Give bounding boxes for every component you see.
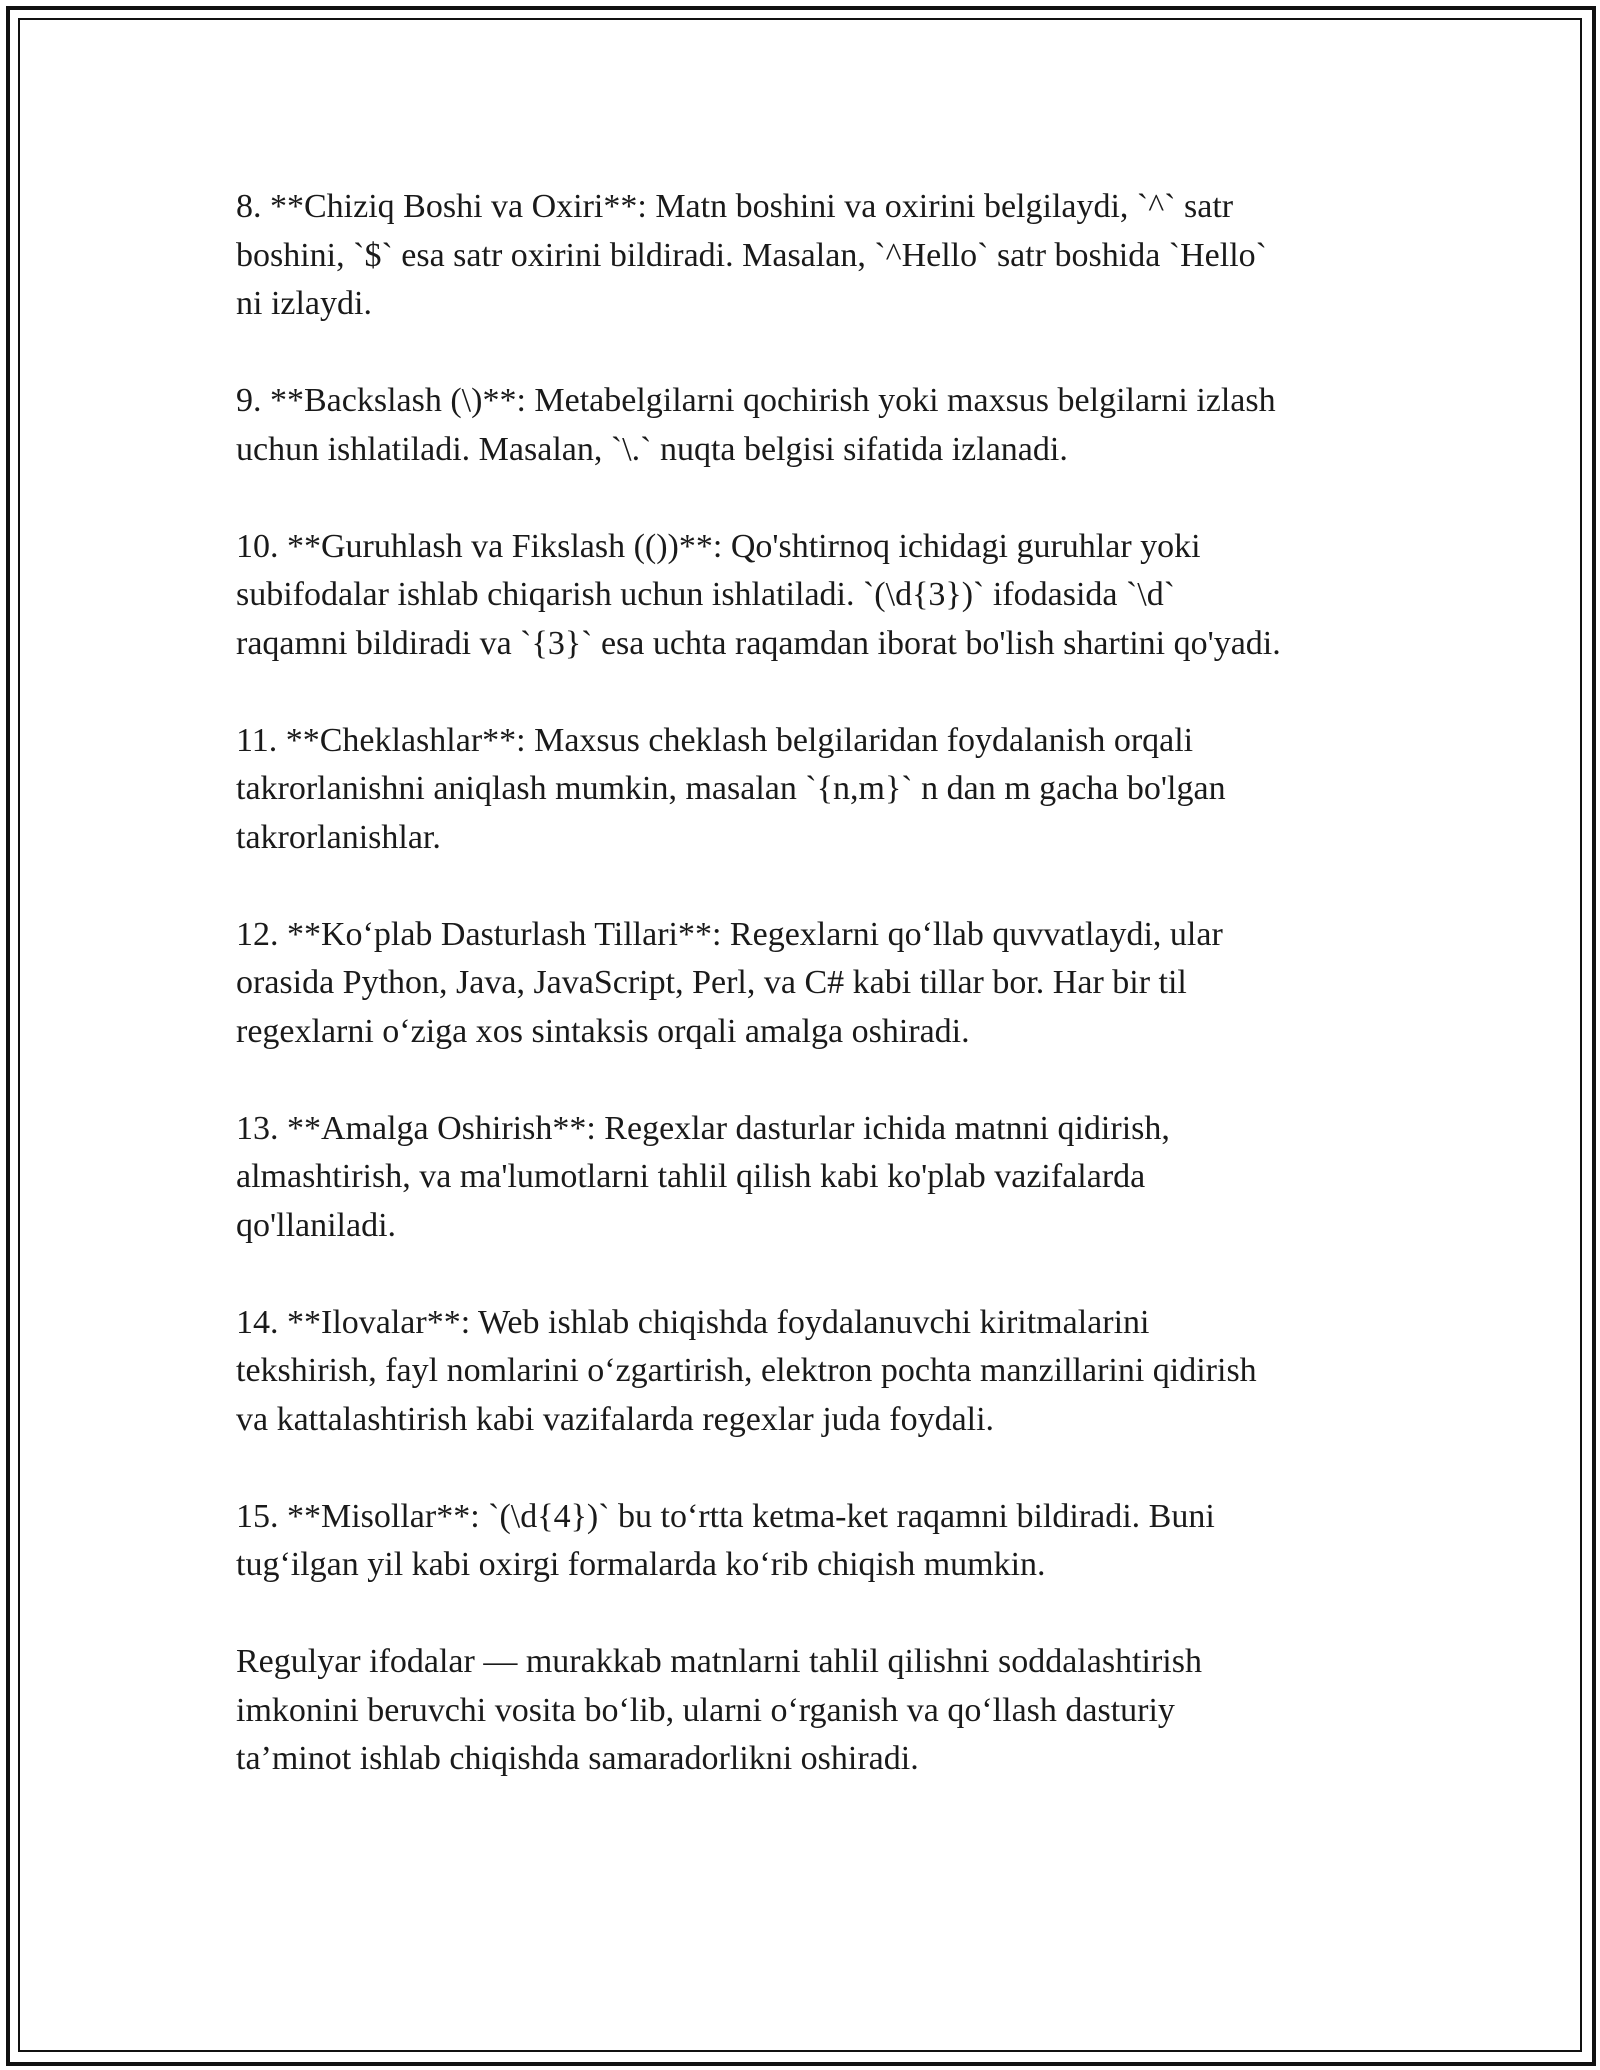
paragraph-line-start-end: 8. **Chiziq Boshi va Oxiri**: Matn boshini va oxirini belgilaydi, `^` satr boshini, `$` esa satr oxirini bildiradi. Masalan, `^Hello` satr boshida `Hello` ni izlaydi. [236,188,1267,322]
document-body [236,183,1406,1832]
paragraph-examples: 15. **Misollar**: `(\d{4})` bu to‘rtta ketma-ket raqamni bildiradi. Buni tug‘ilgan yil kabi oxirgi formalarda ko‘rib chiqish mumkin. [236,1497,1215,1583]
paragraph-quantifiers: 11. **Cheklashlar**: Maxsus cheklash belgilaridan foydalanish orqali takrorlanishni aniqlash mumkin, masalan `{n,m}` n dan m gacha bo'lgan takrorlanishlar. [236,721,1226,856]
paragraph-implementation: 13. **Amalga Oshirish**: Regexlar dasturlar ichida matnni qidirish, almashtirish, va ma'lumotlarni tahlil qilish kabi ko'plab vazifalarda qo'llaniladi. [236,1109,1170,1244]
paragraph-backslash: 9. **Backslash (\)**: Metabelgilarni qochirish yoki maxsus belgilarni izlash uchun ishlatiladi. Masalan, `\.` nuqta belgisi sifatida izlanadi. [236,382,1276,468]
paragraph-conclusion: Regulyar ifodalar — murakkab matnlarni tahlil qilishni soddalashtirish imkonini beruvchi vosita bo‘lib, ularni o‘rganish va qo‘llash dasturiy ta’minot ishlab chiqishda samaradorlikni oshiradi. [236,1643,1202,1777]
paragraph-applications: 14. **Ilovalar**: Web ishlab chiqishda foydalanuvchi kiritmalarini tekshirish, fayl nomlarini o‘zgartirish, elektron pochta manzillarini qidirish va kattalashtirish kabi vazifalarda regexlar juda foydali. [236,1303,1257,1438]
paragraph-programming-languages: 12. **Ko‘plab Dasturlash Tillari**: Regexlarni qo‘llab quvvatlaydi, ular orasida Python, Java, JavaScript, Perl, va C# kabi tillar bor. Har bir til regexlarni o‘ziga xos sintaksis orqali amalga oshiradi. [236,915,1223,1050]
paragraph-grouping: 10. **Guruhlash va Fikslash (())**: Qo'shtirnoq ichidagi guruhlar yoki subifodalar ishlab chiqarish uchun ishlatiladi. `(\d{3})` ifodasida `\d` raqamni bildiradi va `{3}` esa uchta raqamdan iborat bo'lish shartini qo'yadi. [236,527,1281,662]
